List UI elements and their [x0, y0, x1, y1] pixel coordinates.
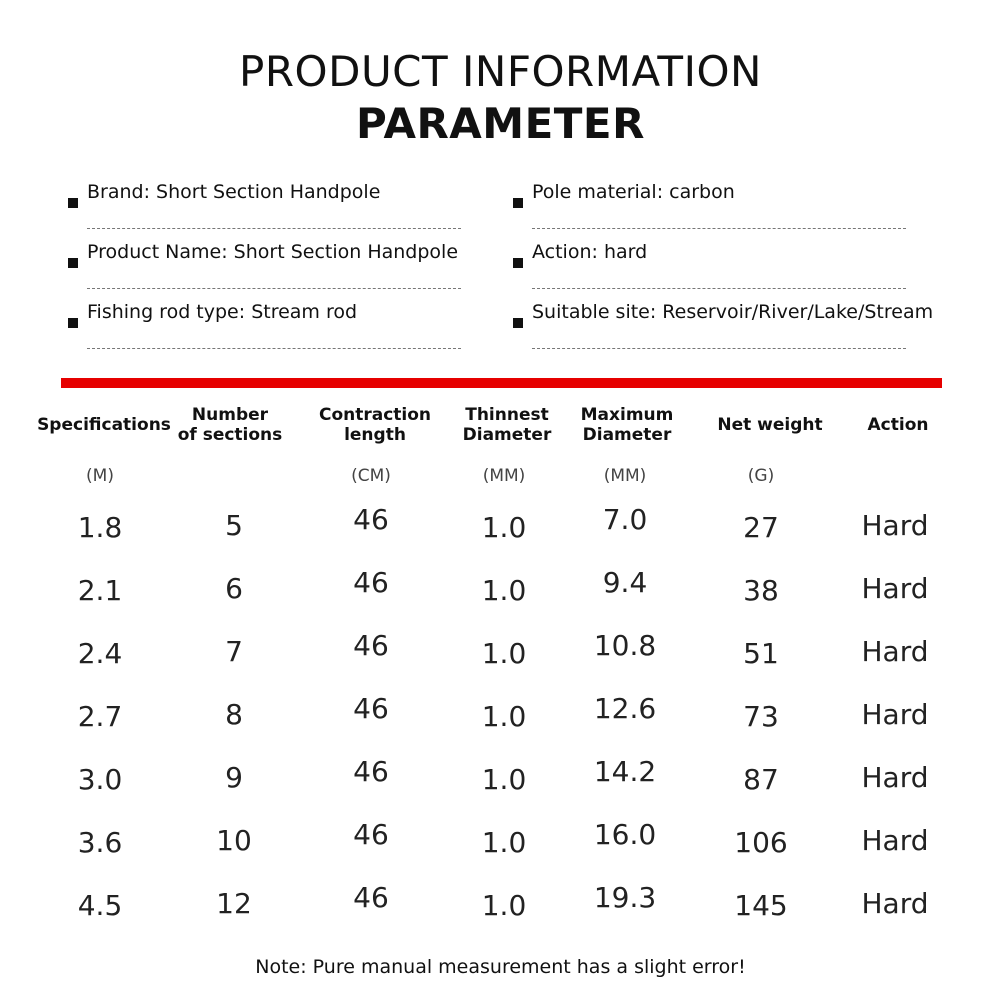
column-header-line: of sections [177, 425, 283, 445]
column-header-line: Contraction [318, 405, 432, 425]
column-header-line: Maximum [580, 405, 674, 425]
table-cell-number-of-sections: 12 [216, 887, 252, 920]
page-title-line1: PRODUCT INFORMATION [239, 47, 762, 96]
column-header-number-of-sections [160, 405, 300, 445]
table-cell-maximum-diameter: 14.2 [593, 755, 657, 788]
table-cell-net-weight: 51 [743, 637, 779, 670]
bullet-square-icon [68, 318, 78, 328]
column-unit-specifications: (M) [86, 466, 114, 486]
column-header-action [843, 415, 953, 435]
table-cell-contraction-length: 46 [353, 503, 389, 536]
table-cell-action: Hard [861, 761, 929, 794]
table-cell-action: Hard [861, 887, 929, 920]
column-header-contraction-length [300, 405, 450, 445]
table-cell-maximum-diameter: 7.0 [602, 503, 648, 536]
column-unit-contraction-length: (CM) [351, 466, 391, 486]
table-cell-thinnest-diameter: 1.0 [481, 700, 527, 733]
column-header-line: Net weight [717, 415, 823, 435]
column-header-specifications [29, 415, 179, 435]
info-item-rod-type [87, 301, 461, 349]
table-cell-thinnest-diameter: 1.0 [481, 574, 527, 607]
column-unit-thinnest-diameter: (MM) [482, 466, 526, 486]
table-cell-specifications: 4.5 [77, 889, 123, 922]
info-text: Suitable site: Reservoir/River/Lake/Stream [532, 301, 934, 323]
column-header-line: Number [191, 405, 269, 425]
page-title-line2: PARAMETER [356, 99, 645, 148]
table-cell-contraction-length: 46 [353, 629, 389, 662]
table-cell-thinnest-diameter: 1.0 [481, 511, 527, 544]
info-item-action [532, 241, 906, 289]
table-cell-action: Hard [861, 572, 929, 605]
table-cell-net-weight: 145 [734, 889, 788, 922]
table-cell-number-of-sections: 6 [225, 572, 243, 605]
info-item-suitable-site [532, 301, 934, 349]
table-cell-net-weight: 87 [743, 763, 779, 796]
column-unit-maximum-diameter: (MM) [603, 466, 647, 486]
table-cell-specifications: 1.8 [77, 511, 123, 544]
info-text: Product Name: Short Section Handpole [87, 241, 459, 263]
table-cell-number-of-sections: 7 [225, 635, 243, 668]
table-cell-specifications: 2.7 [77, 700, 123, 733]
red-divider-bar [61, 378, 942, 388]
table-cell-contraction-length: 46 [353, 818, 389, 851]
table-cell-number-of-sections: 9 [225, 761, 243, 794]
column-unit-net-weight: (G) [747, 466, 775, 486]
measurement-note: Note: Pure manual measurement has a slight error! [255, 956, 746, 978]
table-cell-maximum-diameter: 9.4 [602, 566, 648, 599]
table-cell-contraction-length: 46 [353, 755, 389, 788]
table-cell-contraction-length: 46 [353, 692, 389, 725]
table-cell-thinnest-diameter: 1.0 [481, 826, 527, 859]
column-header-line: Diameter [462, 425, 552, 445]
table-cell-thinnest-diameter: 1.0 [481, 763, 527, 796]
column-header-thinnest-diameter [447, 405, 567, 445]
table-cell-action: Hard [861, 509, 929, 542]
table-cell-thinnest-diameter: 1.0 [481, 637, 527, 670]
table-cell-contraction-length: 46 [353, 566, 389, 599]
column-header-line: Diameter [582, 425, 672, 445]
info-item-pole-material [532, 181, 906, 229]
table-cell-action: Hard [861, 698, 929, 731]
bullet-square-icon [513, 258, 523, 268]
table-cell-maximum-diameter: 19.3 [593, 881, 657, 914]
info-item-brand [87, 181, 461, 229]
column-header-line: Action [867, 415, 929, 435]
column-header-line: Specifications [37, 415, 171, 435]
table-cell-specifications: 2.1 [77, 574, 123, 607]
table-cell-action: Hard [861, 635, 929, 668]
bullet-square-icon [68, 258, 78, 268]
table-cell-number-of-sections: 8 [225, 698, 243, 731]
table-cell-net-weight: 38 [743, 574, 779, 607]
table-cell-specifications: 2.4 [77, 637, 123, 670]
table-cell-net-weight: 73 [743, 700, 779, 733]
column-header-maximum-diameter [562, 405, 692, 445]
bullet-square-icon [513, 318, 523, 328]
table-cell-maximum-diameter: 16.0 [593, 818, 657, 851]
bullet-square-icon [513, 198, 523, 208]
info-item-product-name [87, 241, 461, 289]
table-cell-net-weight: 27 [743, 511, 779, 544]
bullet-square-icon [68, 198, 78, 208]
info-text: Fishing rod type: Stream rod [87, 301, 358, 323]
column-header-line: Thinnest [465, 405, 549, 425]
table-cell-maximum-diameter: 12.6 [593, 692, 657, 725]
table-cell-number-of-sections: 5 [225, 509, 243, 542]
table-cell-specifications: 3.6 [77, 826, 123, 859]
table-cell-number-of-sections: 10 [216, 824, 252, 857]
info-text: Brand: Short Section Handpole [87, 181, 381, 203]
table-cell-thinnest-diameter: 1.0 [481, 889, 527, 922]
table-cell-action: Hard [861, 824, 929, 857]
table-cell-contraction-length: 46 [353, 881, 389, 914]
column-header-line: length [344, 425, 406, 445]
table-cell-specifications: 3.0 [77, 763, 123, 796]
info-text: Pole material: carbon [532, 181, 735, 203]
column-header-net-weight [705, 415, 835, 435]
info-text: Action: hard [532, 241, 648, 263]
table-cell-maximum-diameter: 10.8 [593, 629, 657, 662]
table-cell-net-weight: 106 [734, 826, 788, 859]
